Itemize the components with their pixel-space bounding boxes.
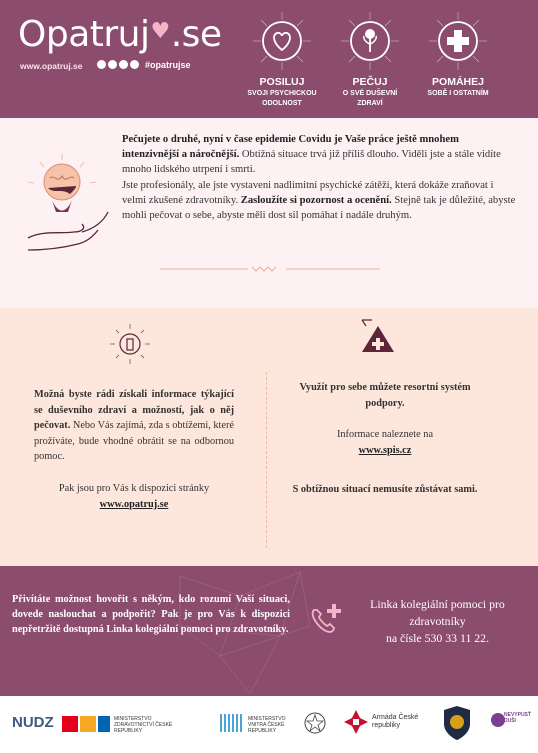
police-star-icon [304, 712, 326, 734]
helpline-section [0, 566, 538, 696]
shield-emblem-icon [444, 706, 470, 740]
mv-logo-graphic [220, 714, 244, 732]
opatrujse-logo: Opatruj♥.se [18, 14, 222, 55]
column-divider [266, 372, 267, 548]
brain-hand-icon [22, 154, 112, 264]
mv-logo-text: MINISTERSTVO VNITRA ČESKÉ REPUBLIKY [248, 716, 286, 734]
right-column: Využít pro sebe můžete resortní systém podpory. Informace naleznete na www.spis.cz S obtížnou situací nemusíte zůstávat sami. [292, 382, 478, 496]
hashtag: #opatrujse [145, 60, 191, 70]
pillar-posiluj: POSILUJ SVOJI PSYCHICKOU ODOLNOST [240, 10, 324, 108]
facebook-icon[interactable] [97, 60, 106, 69]
website-url[interactable]: www.opatruj.se [20, 61, 83, 71]
mz-logo-graphic [62, 716, 112, 734]
pillar-pecuj: PEČUJ O SVÉ DUŠEVNÍ ZDRAVÍ [328, 10, 412, 108]
opatruj-link[interactable]: www.opatruj.se [99, 498, 169, 510]
spis-link[interactable]: www.spis.cz [358, 444, 412, 456]
heart-hands-icon [251, 10, 313, 72]
youtube-icon[interactable] [130, 60, 139, 69]
candle-icon [110, 324, 150, 364]
flower-hand-icon [339, 10, 401, 72]
phone-plus-icon [308, 602, 344, 638]
social-icons [97, 60, 139, 69]
instagram-icon[interactable] [108, 60, 117, 69]
header-banner [0, 0, 538, 118]
decorative-divider [160, 265, 380, 273]
cross-hand-icon [427, 10, 489, 72]
triangle-cross-icon [358, 318, 398, 354]
army-cross-icon [344, 710, 368, 734]
pillar-pomahej: POMÁHEJ SOBĚ I OSTATNÍM [416, 10, 500, 98]
twitter-icon[interactable] [119, 60, 128, 69]
intro-section [0, 118, 538, 308]
nudz-logo: NUDZ [12, 714, 54, 731]
helpline-description: Přivítáte možnost hovořit s někým, kdo rozumí Vaší situaci, dovede naslouchat a podpořit? Pak je pro Vás k dispozici nepřetržitě dostupná Linka kolegiální pomoci pro zdravotníky. [12, 594, 290, 635]
nevypust-dusi-text: NEVYPUSŤ DUŠI [504, 712, 531, 724]
intro-paragraph: Pečujete o druhé, nyní v čase epidemie Covidu je Vaše práce ještě mnohem intenzivnější a náročnější. Obtížná situace trvá již příliš dlouho. Viděli jste a stále vidíte mnoho lidského utrpení i smrti. Jste profesionály, ale jste vystaveni nadlimitní psychické zátěži, která dokáže zraňovat i velmi zkušené zdravotníky. Zasloužíte si pozornost a ocenění. Stejně tak je důležité, abyste mohli pečovat o sebe, abyste měli dost sil pomáhat i nadále druhým. [122, 134, 516, 222]
mz-logo-text: MINISTERSTVO ZDRAVOTNICTVÍ ČESKÉ REPUBLIKY [114, 716, 173, 734]
helpline-number: Linka kolegiální pomoci pro zdravotníky na čísle 530 33 11 22. [370, 597, 505, 645]
left-column: Možná byste rádi získali informace týkající se duševního zdraví a možností, jak o něj pečovat. Nebo Vás zajímá, zda s obtížemi, které prožíváte, bude vhodné obrátit se na odbornou pomoc. Pak jsou pro Vás k dispozici stránky www.opatruj.se [34, 387, 234, 512]
heart-icon: ♥ [150, 19, 170, 44]
footer-logos [0, 696, 538, 753]
army-logo-text: Armáda České republiky [372, 714, 419, 729]
